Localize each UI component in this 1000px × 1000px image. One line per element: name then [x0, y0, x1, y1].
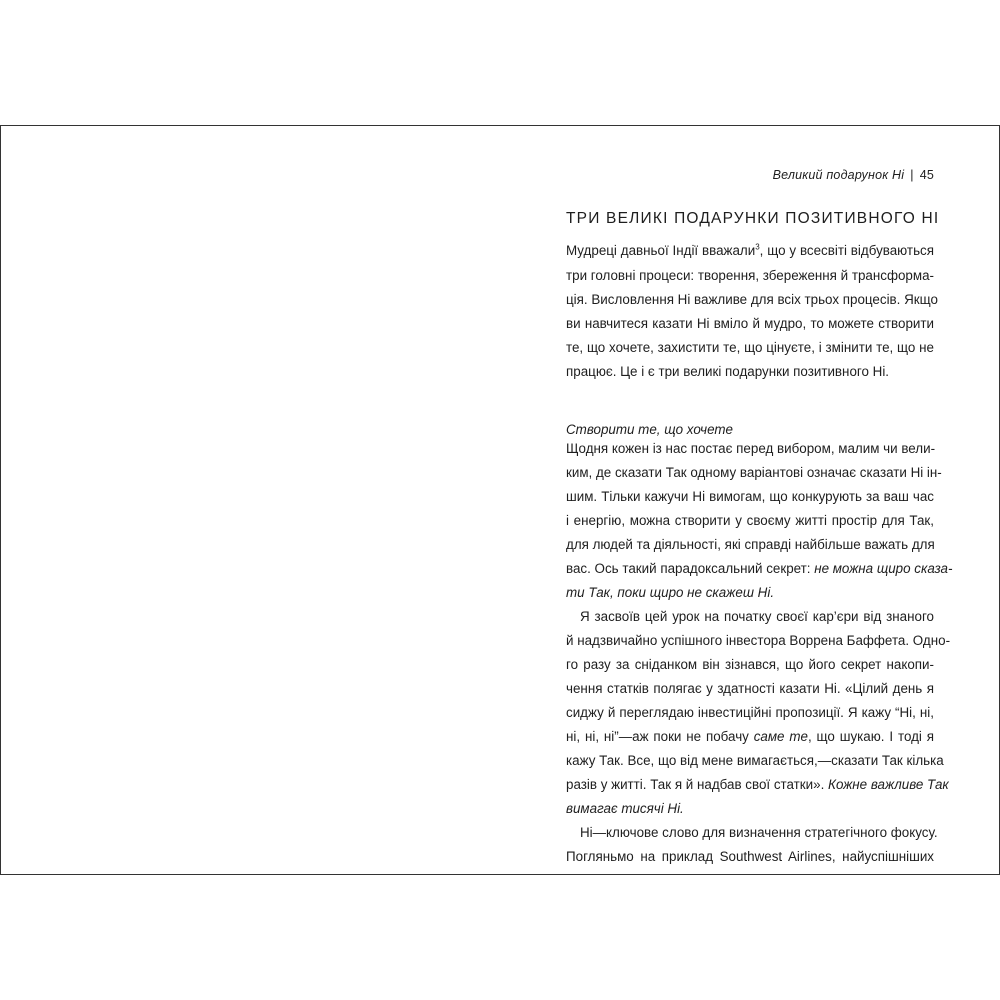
- body-line: шим. Тільки кажучи Ні вимогам, що конкурують за ваш час: [566, 489, 934, 504]
- body-line: Щодня кожен із нас постає перед вибором, малим чи вели-: [566, 441, 936, 456]
- text-run: , що шукаю. І тоді я: [807, 729, 934, 744]
- right-page: [566, 126, 953, 874]
- italic-run: не можна щиро сказа-: [814, 561, 953, 576]
- running-head-separator: |: [910, 168, 914, 182]
- text-run: , що у всесвіті відбуваються: [759, 243, 934, 258]
- body-line: й надзвичайно успішного інвестора Воррена Баффета. Одно-: [566, 633, 951, 648]
- text-run: Мудреці давньої Індії вважали: [566, 243, 756, 258]
- body-line: сиджу й переглядаю інвестиційні пропозиції. Я кажу “Ні, ні,: [566, 705, 934, 720]
- body-line: ви навчитеся казати Ні вміло й мудро, то можете створити: [566, 316, 934, 331]
- body-line: Ні—ключове слово для визначення стратегічного фокусу.: [580, 825, 938, 840]
- body-line: три головні процеси: творення, збереження й трансформа-: [566, 268, 934, 283]
- body-line: для людей та діяльності, які справді найбільше важать для: [566, 537, 935, 552]
- book-spread: [0, 125, 1000, 875]
- body-line: [566, 775, 949, 795]
- page-number: 45: [919, 168, 934, 182]
- footnote-marker: 3: [755, 242, 760, 252]
- body-line: [566, 559, 953, 579]
- body-line: вимагає тисячі Ні.: [566, 801, 684, 816]
- body-line: кажу Так. Все, що від мене вимагається,—сказати Так кілька: [566, 753, 944, 768]
- body-line: [566, 241, 934, 261]
- italic-run: саме те: [753, 729, 808, 744]
- body-line: [566, 727, 934, 747]
- text-run: вас. Ось такий парадоксальний секрет:: [566, 561, 815, 576]
- text-run: ні, ні, ні”—аж поки не побачу: [566, 729, 754, 744]
- body-line: те, що хочете, захистити те, що цінуєте, і змінити те, що не: [566, 340, 934, 355]
- body-line: Я засвоїв цей урок на початку своєї кар’єри від знаного: [580, 609, 934, 624]
- section-heading: ТРИ ВЕЛИКІ ПОДАРУНКИ ПОЗИТИВНОГО НІ: [566, 210, 940, 227]
- italic-run: Кожне важливе Так: [828, 777, 949, 792]
- running-head: [773, 168, 934, 182]
- body-line: Погляньмо на приклад Southwest Airlines, найуспішніших: [566, 849, 934, 864]
- subheading: Створити те, що хочете: [566, 422, 734, 437]
- body-line: працює. Це і є три великі подарунки позитивного Ні.: [566, 364, 890, 379]
- body-line: і енергію, можна створити у своєму житті простір для Так,: [566, 513, 934, 528]
- body-line: чення статків полягає у здатності казати Ні. «Цілий день я: [566, 681, 934, 696]
- body-line: го разу за сніданком він зізнався, що його секрет накопи-: [566, 657, 934, 672]
- body-line: ким, де сказати Так одному варіантові означає сказати Ні ін-: [566, 465, 942, 480]
- running-head-title: Великий подарунок Ні: [772, 168, 905, 182]
- body-line: ти Так, поки щиро не скажеш Ні.: [566, 585, 775, 600]
- text-run: разів у житті. Так я й надбав свої статки».: [566, 777, 829, 792]
- body-line: ція. Висловлення Ні важливе для всіх трьох процесів. Якщо: [566, 292, 938, 307]
